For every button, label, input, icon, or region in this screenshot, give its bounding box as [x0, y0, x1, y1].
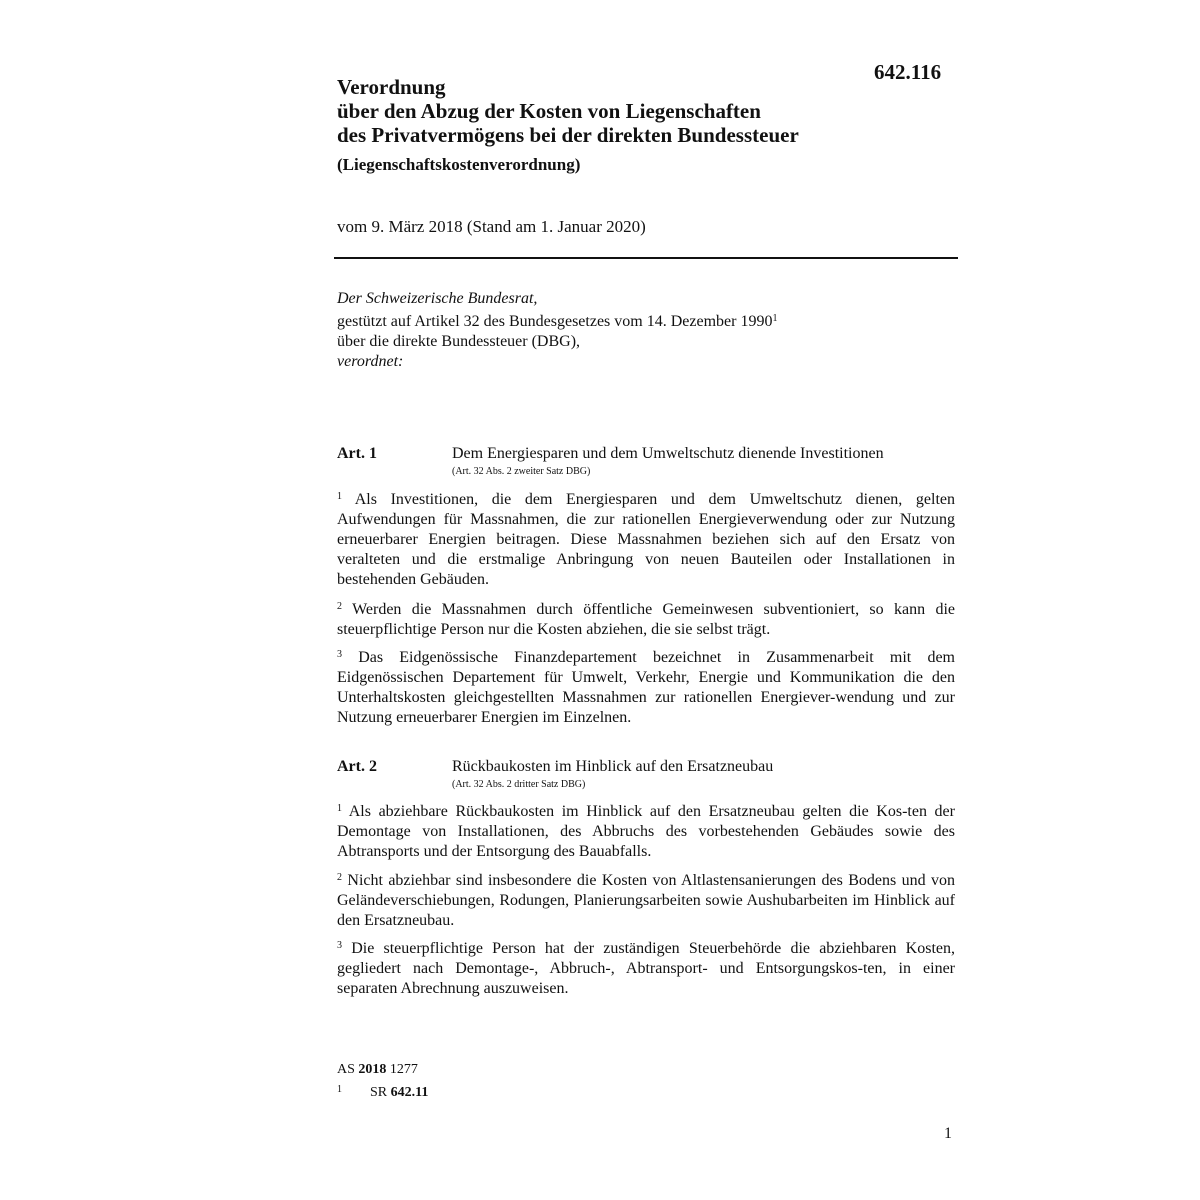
as-page: 1277	[389, 1062, 418, 1077]
paragraph	[337, 939, 955, 999]
footnote	[337, 1080, 428, 1103]
paragraph-text: Nicht abziehbar sind insbesondere die Kosten von Altlastensanierungen des Bodens und von Geländeverschiebungen, Rodungen, Planierungsarbeiten sowie Aushubarbeiten im Hinblick auf den Ersatzneubau.	[337, 872, 955, 929]
official-collection-ref	[337, 1060, 428, 1080]
preamble-basis	[337, 312, 957, 332]
footnote-number: 1	[337, 1084, 342, 1095]
paragraph	[337, 648, 955, 728]
as-prefix: AS	[337, 1062, 355, 1077]
paragraph-text: Die steuerpflichtige Person hat der zuständigen Steuerbehörde die abziehbaren Kosten, gegliedert nach Demontage-, Abbruch-, Abtransport- und Entsorgungskos-ten, in einer separaten Abrechnung auszuweisen.	[337, 940, 955, 997]
title-line: des Privatvermögens bei der direkten Bundessteuer	[337, 123, 799, 147]
paragraph	[337, 490, 955, 590]
footnote-marker: 1	[772, 313, 778, 324]
paragraph-number: 2	[337, 601, 342, 612]
document-title	[337, 75, 799, 147]
title-line: Verordnung	[337, 75, 446, 99]
preamble-basis-line1: gestützt auf Artikel 32 des Bundesgesetzes vom 14. Dezember 1990	[337, 313, 773, 330]
paragraph-number: 1	[337, 491, 342, 502]
article-number: Art. 1	[337, 445, 377, 462]
title-divider	[334, 257, 958, 259]
paragraph-number: 2	[337, 872, 342, 883]
article-reference: (Art. 32 Abs. 2 zweiter Satz DBG)	[452, 466, 591, 477]
article-reference: (Art. 32 Abs. 2 dritter Satz DBG)	[452, 779, 586, 790]
paragraph-number: 3	[337, 649, 342, 660]
paragraph-text: Werden die Massnahmen durch öffentliche Gemeinwesen subventioniert, so kann die steuerpflichtige Person nur die Kosten abziehen, die sie selbst trägt.	[337, 601, 955, 638]
preamble-authority: Der Schweizerische Bundesrat,	[337, 290, 538, 307]
page-number: 1	[944, 1125, 952, 1142]
preamble-basis-line2: über die direkte Bundessteuer (DBG),	[337, 333, 581, 350]
paragraph	[337, 871, 955, 931]
article-number: Art. 2	[337, 758, 377, 775]
paragraph-text: Als abziehbare Rückbaukosten im Hinblick auf den Ersatzneubau gelten die Kos-ten der Demontage von Installationen, des Abbruchs des vorbestehenden Gebäudes sowie des Abtransports und der Entsorgung des Bauabfalls.	[337, 803, 955, 860]
paragraph-number: 1	[337, 803, 342, 814]
paragraph	[337, 802, 955, 862]
footnote-prefix: SR	[370, 1085, 388, 1100]
preamble-decree: verordnet:	[337, 353, 404, 370]
page-footer	[337, 1060, 428, 1103]
paragraph-text: Das Eidgenössische Finanzdepartement bezeichnet in Zusammenarbeit mit dem Eidgenössischen Departement für Umwelt, Verkehr, Energie und Kommunikation die den Unterhaltskosten gleichgestellten Massnahmen zur rationellen Energiever-wendung und zur Nutzung erneuerbarer Energien im Einzelnen.	[337, 649, 956, 726]
paragraph-number: 3	[337, 940, 342, 951]
footnote-ref: 642.11	[390, 1085, 429, 1100]
short-title: (Liegenschaftskostenverordnung)	[337, 155, 581, 174]
preamble	[337, 289, 957, 372]
paragraph	[337, 600, 955, 640]
paragraph-text: Als Investitionen, die dem Energiesparen und dem Umweltschutz dienen, gelten Aufwendungen für Massnahmen, die zur rationellen Energieverwendung oder zur Nutzung erneuerbarer Energien beitragen. Diese Massnahmen beziehen sich auf den Ersatz von veralteten und die erstmalige Anbringung von neuen Bauteilen oder Installationen in bestehenden Gebäuden.	[337, 491, 955, 588]
as-year: 2018	[358, 1062, 387, 1077]
article-title: Rückbaukosten im Hinblick auf den Ersatzneubau	[452, 758, 774, 775]
date-line: vom 9. März 2018 (Stand am 1. Januar 2020)	[337, 217, 646, 236]
title-line: über den Abzug der Kosten von Liegenschaften	[337, 99, 761, 123]
sr-number: 642.116	[874, 60, 942, 84]
article-title: Dem Energiesparen und dem Umweltschutz dienende Investitionen	[452, 445, 884, 462]
